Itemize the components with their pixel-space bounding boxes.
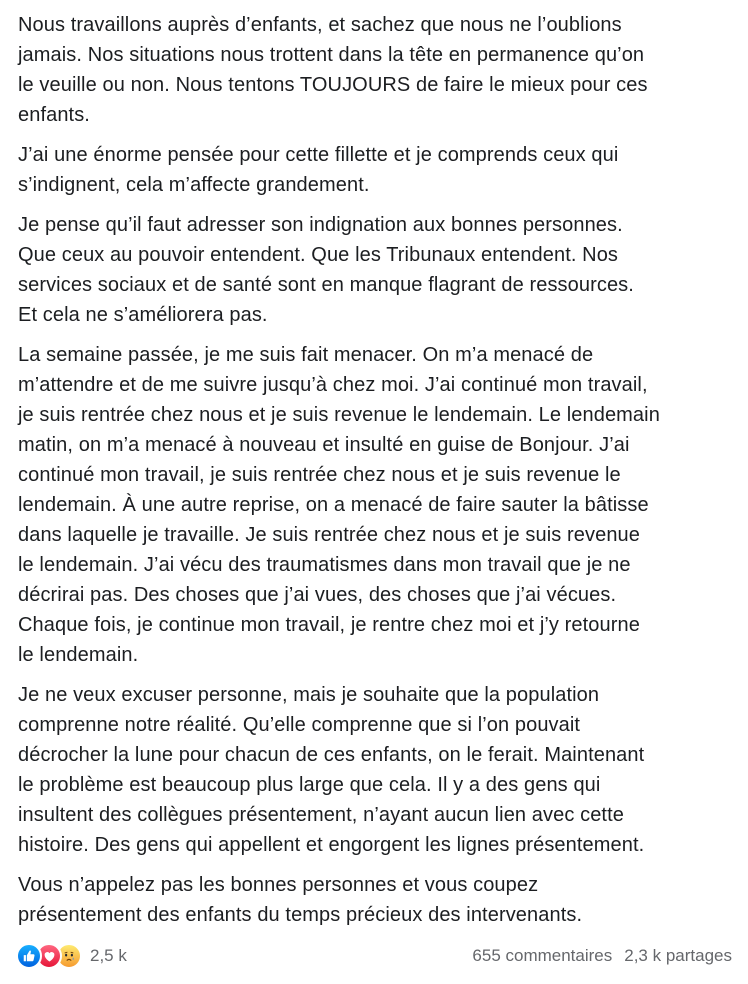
comments-link[interactable]: 655 commentaires xyxy=(472,946,613,965)
post-paragraph: Nous travaillons auprès d’enfants, et sachez que nous ne l’oublions jamais. Nos situations nous trottent dans la tête en permanence qu’on le veuille ou non. Nous tentons TOUJOURS de faire le mieux pour ces enfants. xyxy=(18,14,648,126)
shares-link[interactable]: 2,3 k partages xyxy=(624,946,732,965)
post-body xyxy=(18,10,740,940)
post-paragraph: La semaine passée, je me suis fait menacer. On m’a menacé de m’attendre et de me suivre jusqu’à chez moi. J’ai continué mon travail, je suis rentrée chez nous et je suis revenue le lendemain. Le lendemain matin, on m’a menacé à nouveau et insulté en guise de Bonjour. J’ai continué mon travail, je suis rentrée chez nous et je suis revenue le lendemain. À une autre reprise, on a menacé de faire sauter la bâtisse dans laquelle je travaille. Je suis rentrée chez nous et je suis revenue le lendemain. J’ai vécu des traumatismes dans mon travail que je ne décrirai pas. Des choses que j’ai vues, des choses que j’ai vécues. Chaque fois, je continue mon travail, je rentre chez moi et j’y retourne le lendemain. xyxy=(18,344,660,666)
reaction-icons xyxy=(16,943,82,969)
like-icon xyxy=(16,943,42,969)
post-footer xyxy=(16,940,732,972)
reaction-count: 2,5 k xyxy=(90,946,127,965)
post-paragraph: Vous n’appelez pas les bonnes personnes et vous coupez présentement des enfants du temps précieux des intervenants. xyxy=(18,874,583,926)
post-paragraph: J’ai une énorme pensée pour cette fillette et je comprends ceux qui s’indignent, cela m’affecte grandement. xyxy=(18,144,619,196)
post-paragraph: Je ne veux excuser personne, mais je souhaite que la population comprenne notre réalité. Qu’elle comprenne que si l’on pouvait décrocher la lune pour chacun de ces enfants, on le ferait. Maintenant le problème est beaucoup plus large que cela. Il y a des gens qui insultent des collègues présentement, n’ayant aucun lien avec cette histoire. Des gens qui appellent et engorgent les lignes présentement. xyxy=(18,684,645,856)
post-paragraph: Je pense qu’il faut adresser son indignation aux bonnes personnes. Que ceux au pouvoir entendent. Que les Tribunaux entendent. Nos services sociaux et de santé sont en manque flagrant de ressources. Et cela ne s’améliorera pas. xyxy=(18,214,634,326)
post-stats xyxy=(472,946,732,966)
reactions-summary[interactable] xyxy=(16,943,127,969)
